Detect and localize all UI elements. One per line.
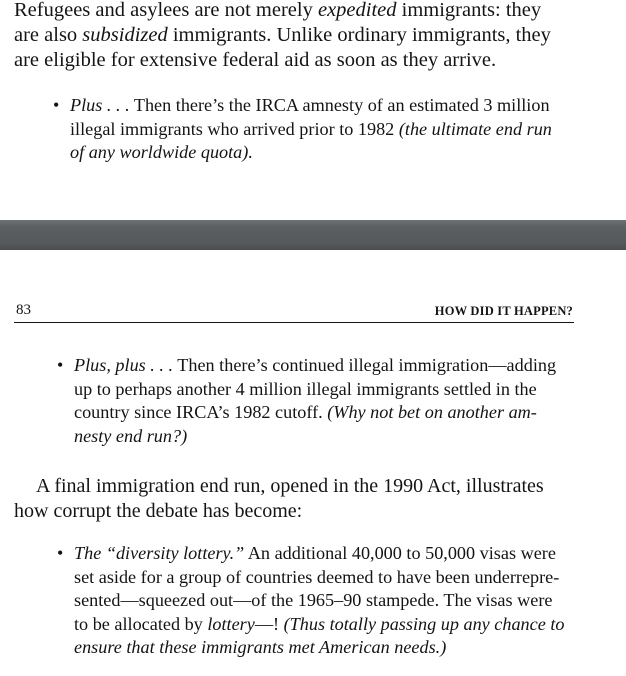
bullet-line: of any worldwide quota). xyxy=(70,142,253,162)
bullet-line: nesty end run?) xyxy=(74,425,188,446)
bullet-line: sented—squeezed out—of the 1965–90 stampede. The visas were xyxy=(74,590,553,610)
bullet-item xyxy=(57,354,557,448)
bullet-line: ensure that these immigrants met American needs.) xyxy=(74,637,447,657)
bullet-item xyxy=(57,542,565,660)
bullet-line: up to perhaps another 4 million illegal immigrants settled in the xyxy=(74,378,537,399)
bullet-line: set aside for a group of countries deemed to have been underrepre- xyxy=(74,566,560,587)
body-paragraph xyxy=(14,474,544,524)
bullet-line: Plus, plus . . . Then there’s continued illegal immigration—adding xyxy=(74,355,557,375)
paragraph-line: are eligible for extensive federal aid as soon as they arrive. xyxy=(14,49,497,71)
running-header xyxy=(14,302,574,323)
paragraph-line: are also subsidized immigrants. Unlike ordinary immigrants, they xyxy=(14,24,551,46)
body-paragraph xyxy=(14,0,551,73)
bullet-line: country since IRCA’s 1982 cutoff. (Why not bet on another am- xyxy=(74,402,537,422)
top-book-page xyxy=(0,0,626,220)
paragraph-line: A final immigration end run, opened in the 1990 Act, illustrates xyxy=(36,475,544,497)
bottom-book-page xyxy=(0,250,626,676)
bullet-line: The “diversity lottery.” An additional 40,000 to 50,000 visas were xyxy=(74,543,556,563)
bullet-line: to be allocated by lottery—! (Thus totally passing up any chance to xyxy=(74,613,565,634)
bullet-line: Plus . . . Then there’s the IRCA amnesty of an estimated 3 million xyxy=(70,95,550,115)
running-title: HOW DID IT HAPPEN? xyxy=(434,304,573,318)
bullet-item xyxy=(53,94,552,165)
paragraph-line: Refugees and asylees are not merely expedited immigrants: they xyxy=(14,0,542,21)
page-number: 83 xyxy=(16,302,31,318)
paragraph-line: how corrupt the debate has become: xyxy=(14,500,303,522)
bullet-icon: • xyxy=(57,543,64,563)
page-divider xyxy=(0,220,626,250)
bullet-line: illegal immigrants who arrived prior to 1982 (the ultimate end run xyxy=(70,118,552,139)
bullet-icon: • xyxy=(57,355,64,375)
bullet-icon: • xyxy=(53,95,60,115)
